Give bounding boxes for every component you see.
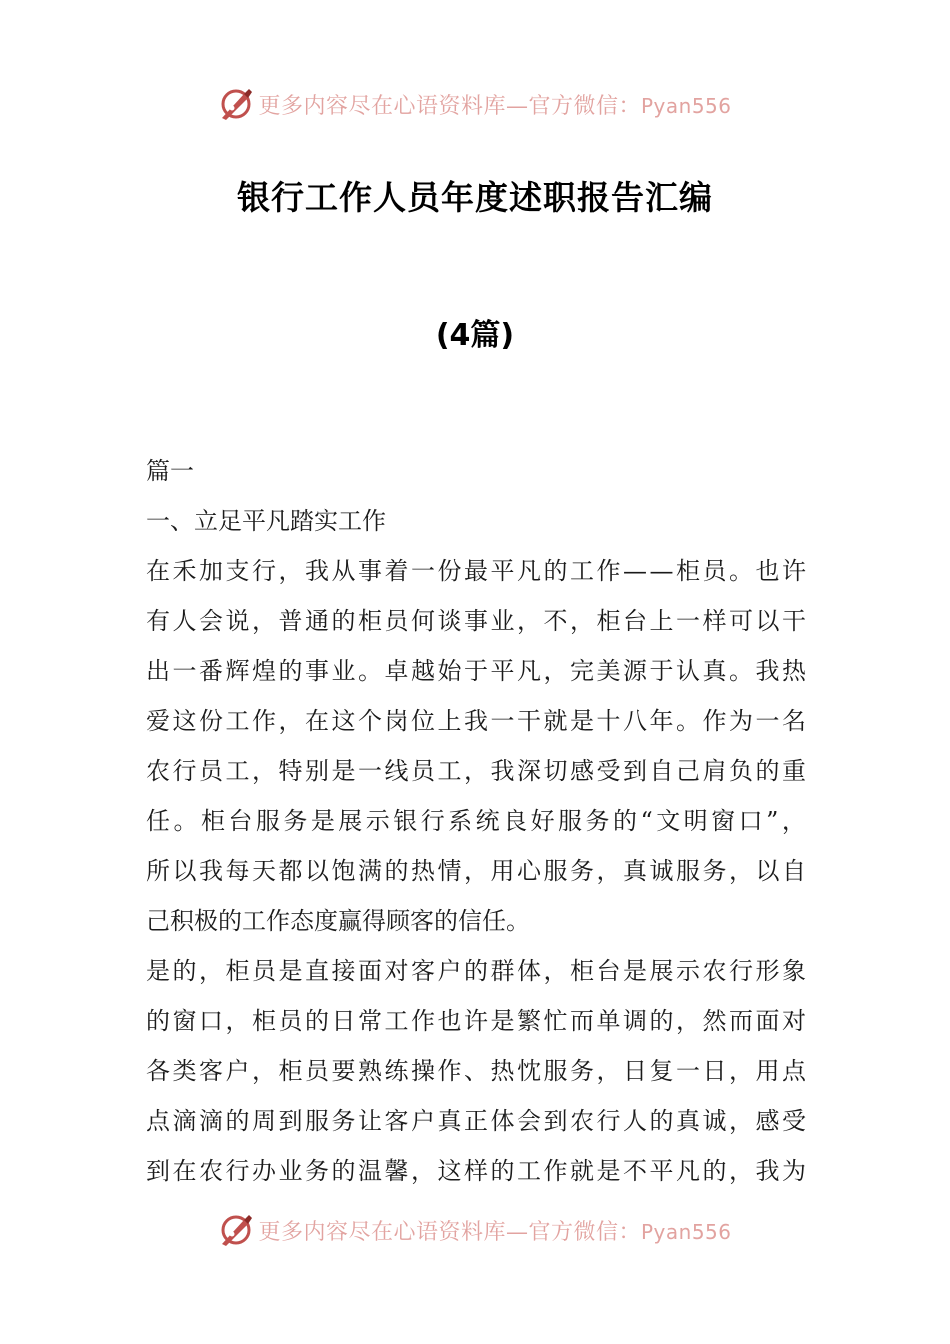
paragraph-line: 己积极的工作态度赢得顾客的信任。 — [146, 907, 530, 935]
paragraph-line: 各 类 客 户 ， 柜 员 要 熟 练 操 作 、 热 忱 服 务 ， 日 复 一 日 ， 用 点 — [146, 1057, 806, 1085]
paragraph-line: 在 禾 加 支 行 ， 我 从 事 着 一 份 最 平 凡 的 工 作 — — 柜 员 。 也 许 — [146, 557, 806, 585]
paragraph-line: 农 行 员 工 ， 特 别 是 一 线 员 工 ， 我 深 切 感 受 到 自 己 肩 负 的 重 — [146, 757, 806, 785]
footer-banner — [0, 1208, 950, 1252]
section-heading: 一、立足平凡踏实工作 — [146, 507, 386, 535]
paragraph-line: 到 在 农 行 办 业 务 的 温 馨 ， 这 样 的 工 作 就 是 不 平 凡 的 ， 我 为 — [146, 1157, 806, 1185]
paragraph-line: 有 人 会 说 ， 普 通 的 柜 员 何 谈 事 业 ， 不 ， 柜 台 上 一 样 可 以 干 — [146, 607, 806, 635]
section-label: 篇一 — [146, 457, 194, 485]
wechat-id: Pyan556 — [641, 93, 732, 118]
paragraph-line: 所 以 我 每 天 都 以 饱 满 的 热 情 ， 用 心 服 务 ， 真 诚 服 务 ， 以 自 — [146, 857, 806, 885]
paragraph-line: 任 。 柜 台 服 务 是 展 示 银 行 系 统 良 好 服 务 的 “ 文 明 窗 口 ” ， — [146, 807, 806, 835]
document-title: 银行工作人员年度述职报告汇编 — [237, 178, 713, 217]
footer-banner-text: 更多内容尽在心语资料库—官方微信：Pyan556 — [258, 1219, 732, 1245]
wechat-id: Pyan556 — [641, 1219, 732, 1244]
header-banner-text: 更多内容尽在心语资料库—官方微信：Pyan556 — [258, 93, 732, 119]
paragraph-line: 是 的 ， 柜 员 是 直 接 面 对 客 户 的 群 体 ， 柜 台 是 展 示 农 行 形 象 — [146, 957, 806, 985]
header-banner — [0, 82, 950, 126]
paragraph-line: 的 窗 口 ， 柜 员 的 日 常 工 作 也 许 是 繁 忙 而 单 调 的 ， 然 而 面 对 — [146, 1007, 806, 1035]
pen-logo-icon — [218, 86, 254, 122]
document-subtitle: (4篇) — [435, 318, 515, 353]
paragraph-line: 出 一 番 辉 煌 的 事 业 。 卓 越 始 于 平 凡 ， 完 美 源 于 认 真 。 我 热 — [146, 657, 806, 685]
paragraph-line: 爱 这 份 工 作 ， 在 这 个 岗 位 上 我 一 干 就 是 十 八 年 。 作 为 一 名 — [146, 707, 806, 735]
pen-logo-icon — [218, 1212, 254, 1248]
paragraph-line: 点 滴 滴 的 周 到 服 务 让 客 户 真 正 体 会 到 农 行 人 的 真 诚 ， 感 受 — [146, 1107, 806, 1135]
document-body — [146, 446, 806, 1196]
